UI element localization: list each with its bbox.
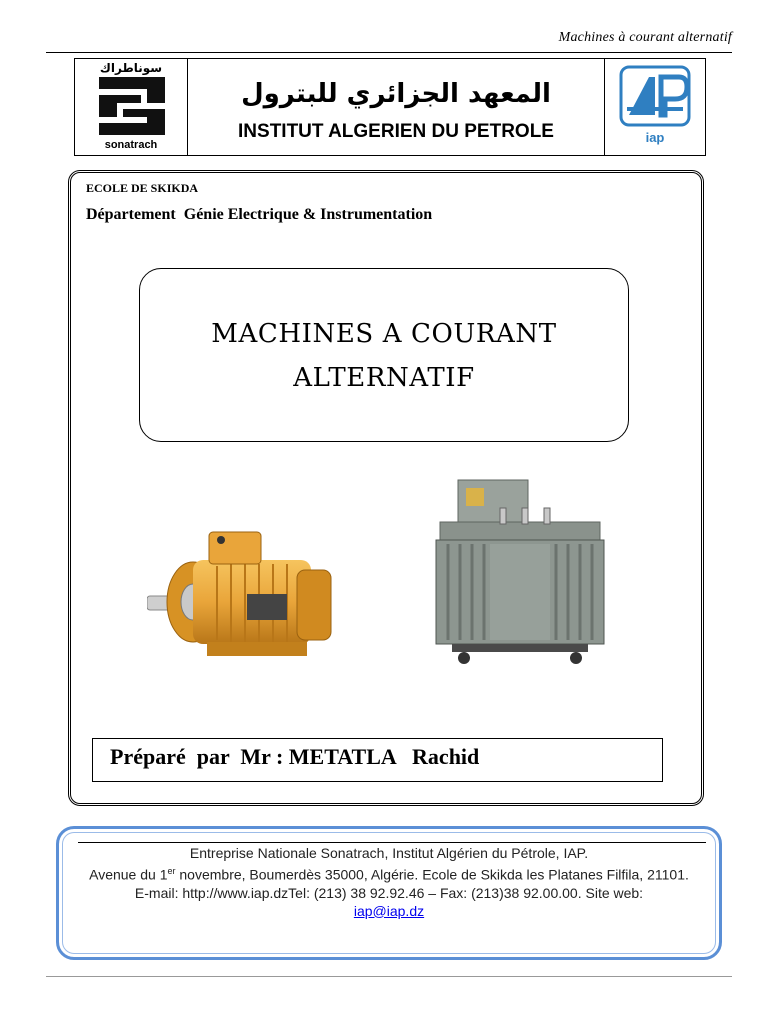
sonatrach-logo: [75, 59, 188, 155]
running-header: Machines à courant alternatif: [558, 30, 732, 45]
title-line-2: ALTERNATIF: [293, 363, 475, 393]
footer-address: [82, 844, 696, 920]
iap-wordmark: iap: [645, 130, 665, 145]
sonatrach-arabic-wordmark: سوناطراك: [99, 61, 163, 75]
document-title: [139, 312, 629, 400]
iap-logo: [604, 59, 705, 155]
school-name: ECOLE DE SKIKDA: [86, 181, 199, 195]
electric-motor-image: [147, 522, 337, 672]
sonatrach-wordmark: sonatrach: [104, 139, 158, 151]
title-line-1: MACHINES A COURANT: [211, 319, 557, 349]
institute-name-block: [188, 59, 604, 155]
author-line: Préparé par Mr : METATLA Rachid: [110, 744, 480, 769]
footer-rule: [78, 842, 706, 843]
bottom-rule: [46, 976, 732, 977]
institute-name: INSTITUT ALGERIEN DU PETROLE: [238, 121, 554, 142]
footer-line-2: [82, 862, 696, 884]
footer-line-2-sup: er: [167, 866, 176, 876]
footer-line-2-start: Avenue du 1: [89, 866, 168, 883]
header-rule: [46, 52, 732, 53]
footer-line-3: E-mail: http://www.iap.dzTel: (213) 38 92.92.46 – Fax: (213)38 92.00.00. Site web:: [134, 884, 644, 901]
footer-line-2-end: novembre, Boumerdès 35000, Algérie. Ecole de Skikda les Platanes Filfila, 21101.: [175, 866, 689, 883]
footer-line-1: Entreprise Nationale Sonatrach, Institut Algérien du Pétrole, IAP.: [189, 845, 589, 861]
transformer-image: [430, 478, 610, 668]
department-name: Département Génie Electrique & Instrumentation: [86, 206, 433, 223]
institute-banner: [74, 58, 706, 156]
footer-email-link[interactable]: iap@iap.dz: [353, 902, 425, 919]
institute-arabic-name: المعهد الجزائري للبترول: [241, 79, 551, 109]
